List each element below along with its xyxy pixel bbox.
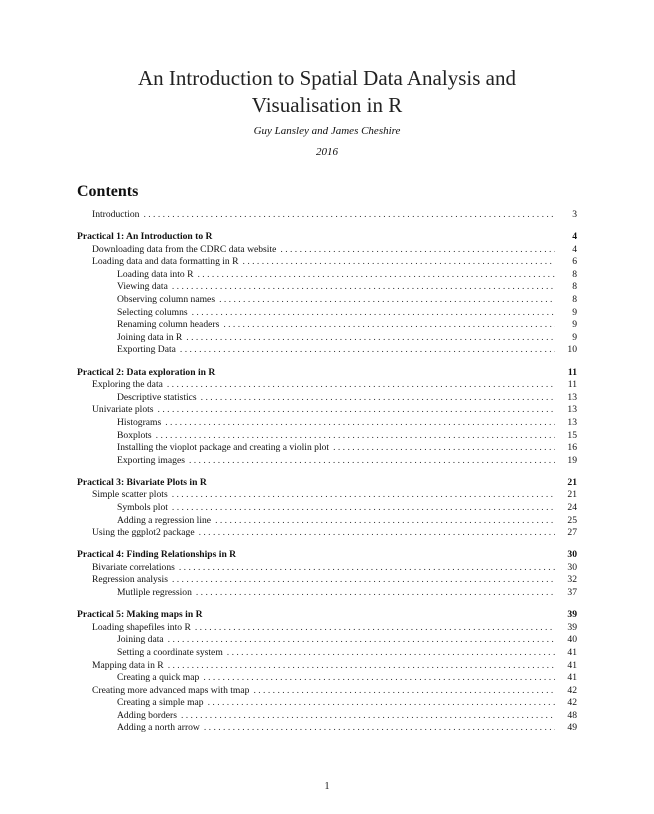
toc-entry-label: Exporting images <box>117 455 189 468</box>
toc-entry-row <box>117 515 577 528</box>
toc-entry-row <box>92 660 577 673</box>
toc-entry-page: 30 <box>567 549 577 561</box>
toc-entry-label: Adding a north arrow <box>117 722 204 735</box>
toc-entry-row <box>117 269 577 282</box>
toc-entry-page: 32 <box>567 574 577 586</box>
toc-leader-dots <box>172 574 555 587</box>
toc-leader-dots <box>168 634 555 647</box>
toc-leader-dots <box>227 647 555 660</box>
toc-leader-dots <box>253 685 555 698</box>
toc-entry-page: 24 <box>567 501 577 513</box>
toc-entry-label: Mutliple regression <box>117 587 196 600</box>
toc-entry-label: Joining data <box>117 634 168 647</box>
toc-leader-dots <box>223 319 555 332</box>
toc-entry[interactable] <box>77 319 577 332</box>
toc-entry-page: 39 <box>567 609 577 621</box>
toc-entry-row <box>77 549 577 562</box>
toc-entry-page: 9 <box>572 319 577 331</box>
toc-entry-label: Exporting Data <box>117 344 180 357</box>
toc-leader-dots <box>208 697 555 710</box>
toc-entry-row <box>77 477 577 490</box>
page-number: 1 <box>324 781 330 792</box>
toc-entry[interactable] <box>77 256 577 269</box>
toc-entry-page: 13 <box>567 416 577 428</box>
document-title-line-2: Visualisation in R <box>251 93 403 117</box>
toc-entry-page: 13 <box>567 391 577 403</box>
toc-leader-dots <box>196 587 555 600</box>
toc-entry[interactable] <box>77 244 577 257</box>
toc-leader-dots <box>180 344 555 357</box>
toc-leader-dots <box>172 281 555 294</box>
toc-entry-page: 8 <box>572 281 577 293</box>
toc-entry-label: Creating a quick map <box>117 672 203 685</box>
toc-entry-row <box>117 332 577 345</box>
toc-leader-dots <box>204 722 555 735</box>
toc-entry-row <box>92 379 577 392</box>
toc-entry[interactable] <box>77 332 577 345</box>
toc-entry-row <box>92 404 577 417</box>
toc-entry[interactable] <box>77 294 577 307</box>
toc-entry-label: Viewing data <box>117 281 172 294</box>
toc-entry-page: 8 <box>572 294 577 306</box>
toc-entry[interactable] <box>77 710 577 723</box>
table-of-contents <box>77 209 577 735</box>
toc-entry[interactable] <box>77 430 577 443</box>
toc-entry[interactable] <box>77 660 577 673</box>
toc-entry-row <box>117 502 577 515</box>
toc-entry-row <box>117 455 577 468</box>
toc-entry[interactable] <box>77 489 577 502</box>
toc-entry-page: 19 <box>567 454 577 466</box>
toc-entry[interactable] <box>77 417 577 430</box>
toc-leader-dots <box>165 417 555 430</box>
toc-part-heading[interactable] <box>77 609 577 622</box>
toc-entry-page: 37 <box>567 587 577 599</box>
toc-entry-page: 13 <box>567 404 577 416</box>
toc-entry[interactable] <box>77 647 577 660</box>
toc-entry-page: 4 <box>572 243 577 255</box>
toc-entry[interactable] <box>77 574 577 587</box>
toc-leader-dots <box>167 379 555 392</box>
toc-entry-label: Univariate plots <box>92 404 158 417</box>
toc-entry[interactable] <box>77 269 577 282</box>
toc-entry-label: Regression analysis <box>92 574 172 587</box>
toc-entry-page: 42 <box>567 697 577 709</box>
toc-entry[interactable] <box>77 344 577 357</box>
toc-entry-label: Symbols plot <box>117 502 172 515</box>
toc-entry[interactable] <box>77 442 577 455</box>
toc-entry-label: Exploring the data <box>92 379 167 392</box>
toc-entry-page: 21 <box>567 476 577 488</box>
toc-leader-dots <box>195 622 555 635</box>
toc-leader-dots <box>189 455 555 468</box>
toc-entry[interactable] <box>77 527 577 540</box>
toc-entry[interactable] <box>77 562 577 575</box>
toc-leader-dots <box>215 515 555 528</box>
toc-entry-label: Descriptive statistics <box>117 392 201 405</box>
toc-entry-row <box>77 609 577 622</box>
toc-entry-row <box>117 319 577 332</box>
document-title-line-1: An Introduction to Spatial Data Analysis and <box>138 66 516 90</box>
toc-entry-row <box>77 367 577 380</box>
toc-entry-label: Loading shapefiles into R <box>92 622 195 635</box>
toc-leader-dots <box>243 256 555 269</box>
toc-entry-row <box>92 527 577 540</box>
toc-part-heading[interactable] <box>77 549 577 562</box>
toc-leader-dots <box>203 672 555 685</box>
toc-entry[interactable] <box>77 515 577 528</box>
toc-entry-row <box>92 574 577 587</box>
toc-entry-label: Selecting columns <box>117 307 192 320</box>
toc-entry-row <box>117 344 577 357</box>
toc-entry[interactable] <box>77 587 577 600</box>
toc-entry-row <box>92 244 577 257</box>
toc-entry-page: 6 <box>572 256 577 268</box>
toc-leader-dots <box>201 392 555 405</box>
toc-entry-row <box>117 392 577 405</box>
contents-heading: Contents <box>77 183 139 200</box>
toc-entry-label: Renaming column headers <box>117 319 223 332</box>
toc-entry-row <box>117 587 577 600</box>
toc-entry-row <box>117 281 577 294</box>
toc-leader-dots <box>143 209 555 222</box>
toc-entry-page: 8 <box>572 268 577 280</box>
toc-entry-row <box>117 722 577 735</box>
toc-entry-label: Practical 4: Finding Relationships in R <box>77 549 240 562</box>
toc-leader-dots <box>333 442 555 455</box>
toc-entry[interactable] <box>77 685 577 698</box>
toc-entry-page: 3 <box>572 209 577 220</box>
toc-entry-page: 27 <box>567 527 577 539</box>
toc-entry-page: 42 <box>567 684 577 696</box>
toc-part-heading[interactable] <box>77 367 577 380</box>
toc-entry-page: 25 <box>567 514 577 526</box>
toc-entry[interactable] <box>77 307 577 320</box>
toc-entry-row <box>117 294 577 307</box>
toc-entry-label: Adding borders <box>117 710 181 723</box>
toc-leader-dots <box>172 489 555 502</box>
toc-entry[interactable] <box>77 697 577 710</box>
toc-entry-label: Using the ggplot2 package <box>92 527 199 540</box>
toc-entry-row <box>77 231 577 244</box>
toc-leader-dots <box>179 562 555 575</box>
toc-leader-dots <box>192 307 555 320</box>
toc-leader-dots <box>197 269 555 282</box>
toc-entry-page: 48 <box>567 709 577 721</box>
toc-leader-dots <box>172 502 555 515</box>
toc-leader-dots <box>199 527 555 540</box>
toc-entry[interactable] <box>77 622 577 635</box>
toc-entry-row <box>92 562 577 575</box>
toc-entry-page: 4 <box>572 231 577 243</box>
toc-entry-page: 41 <box>567 672 577 684</box>
toc-entry[interactable] <box>77 634 577 647</box>
toc-entry[interactable] <box>77 672 577 685</box>
toc-entry-page: 11 <box>567 366 577 378</box>
toc-entry-page: 10 <box>567 344 577 356</box>
toc-entry-label: Creating more advanced maps with tmap <box>92 685 253 698</box>
toc-entry-label: Installing the vioplot package and creating a violin plot <box>117 442 333 455</box>
toc-part-heading[interactable] <box>77 231 577 244</box>
toc-entry-page: 11 <box>567 379 577 391</box>
toc-entry-row <box>117 647 577 660</box>
toc-leader-dots <box>158 404 555 417</box>
toc-leader-dots <box>168 660 555 673</box>
toc-entry-label: Practical 1: An Introduction to R <box>77 231 216 244</box>
toc-entry-row <box>117 634 577 647</box>
toc-entry-label: Loading data into R <box>117 269 197 282</box>
toc-entry-row <box>117 697 577 710</box>
toc-entry-page: 30 <box>567 561 577 573</box>
toc-entry[interactable] <box>77 379 577 392</box>
toc-entry-label: Practical 3: Bivariate Plots in R <box>77 477 211 490</box>
toc-entry-label: Adding a regression line <box>117 515 215 528</box>
toc-entry-row <box>92 209 577 222</box>
toc-entry-label: Downloading data from the CDRC data website <box>92 244 280 257</box>
toc-entry-row <box>117 430 577 443</box>
toc-entry-label: Practical 2: Data exploration in R <box>77 367 219 380</box>
toc-entry-label: Practical 5: Making maps in R <box>77 609 207 622</box>
toc-entry-row <box>92 622 577 635</box>
toc-part-heading[interactable] <box>77 477 577 490</box>
toc-leader-dots <box>219 294 555 307</box>
toc-entry-page: 9 <box>572 331 577 343</box>
toc-leader-dots <box>181 710 555 723</box>
toc-leader-dots <box>186 332 555 345</box>
toc-entry-page: 49 <box>567 722 577 734</box>
toc-entry-row <box>92 256 577 269</box>
toc-entry-label: Histograms <box>117 417 165 430</box>
toc-entry-label: Bivariate correlations <box>92 562 179 575</box>
toc-entry-page: 9 <box>572 306 577 318</box>
toc-entry-label: Simple scatter plots <box>92 489 172 502</box>
toc-entry-page: 41 <box>567 646 577 658</box>
toc-leader-dots <box>156 430 555 443</box>
document-authors: Guy Lansley and James Cheshire <box>253 125 401 137</box>
toc-entry[interactable] <box>77 502 577 515</box>
toc-entry-label: Introduction <box>92 209 143 222</box>
toc-entry-page: 39 <box>567 621 577 633</box>
toc-entry-row <box>117 442 577 455</box>
toc-entry-row <box>117 307 577 320</box>
toc-leader-dots <box>280 244 555 257</box>
document-year: 2016 <box>316 146 338 158</box>
toc-entry[interactable] <box>77 455 577 468</box>
toc-entry-label: Observing column names <box>117 294 219 307</box>
toc-entry-label: Boxplots <box>117 430 156 443</box>
toc-entry[interactable] <box>77 392 577 405</box>
toc-entry-row <box>117 710 577 723</box>
toc-entry-page: 15 <box>567 429 577 441</box>
toc-entry-row <box>117 672 577 685</box>
toc-entry-row <box>92 685 577 698</box>
toc-entry[interactable] <box>77 722 577 735</box>
toc-entry-label: Joining data in R <box>117 332 186 345</box>
toc-entry-page: 16 <box>567 442 577 454</box>
toc-entry[interactable] <box>77 209 577 222</box>
toc-entry[interactable] <box>77 404 577 417</box>
toc-entry-row <box>117 417 577 430</box>
toc-entry-label: Mapping data in R <box>92 660 168 673</box>
toc-entry[interactable] <box>77 281 577 294</box>
toc-entry-page: 41 <box>567 659 577 671</box>
toc-entry-label: Setting a coordinate system <box>117 647 227 660</box>
toc-entry-page: 40 <box>567 634 577 646</box>
toc-entry-page: 21 <box>567 489 577 501</box>
toc-entry-label: Loading data and data formatting in R <box>92 256 243 269</box>
toc-entry-label: Creating a simple map <box>117 697 208 710</box>
toc-entry-row <box>92 489 577 502</box>
